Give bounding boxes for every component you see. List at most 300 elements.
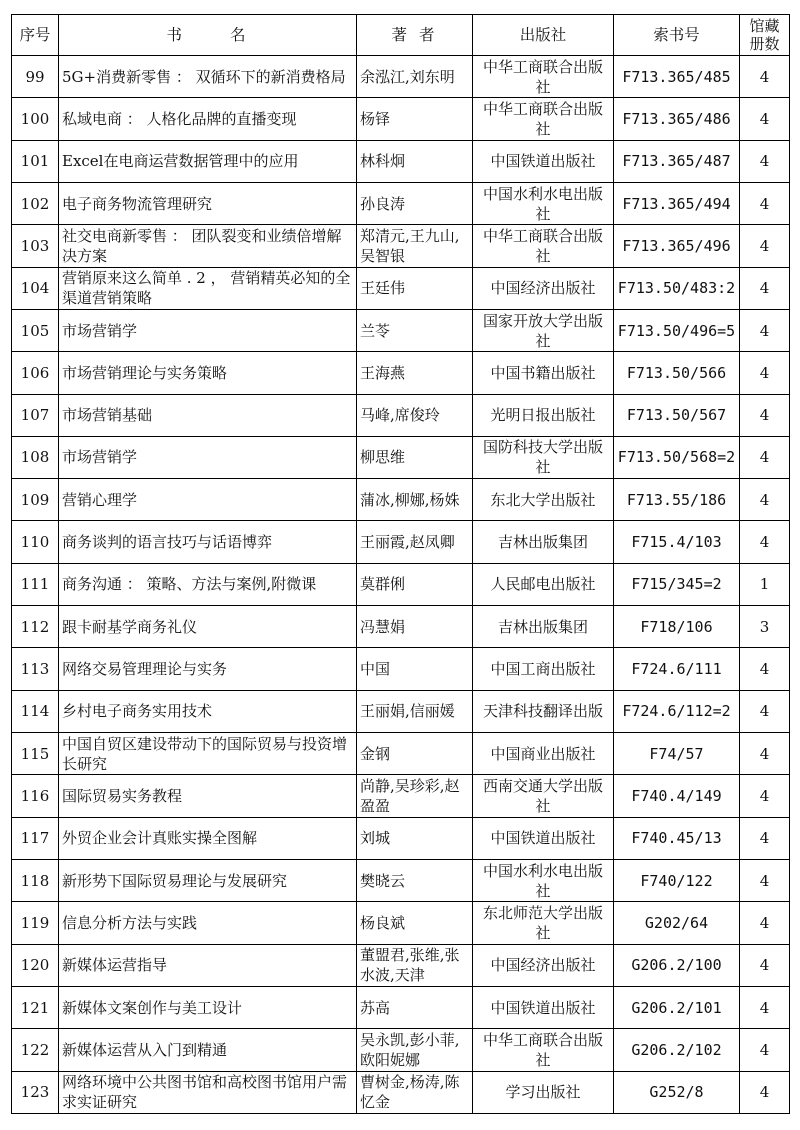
table-row [12, 1071, 790, 1114]
cell-publisher-text: 中国水利水电出版社 [482, 184, 603, 223]
cell-author [357, 1029, 473, 1071]
cell-publisher-text: 中国经济出版社 [490, 956, 596, 975]
cell-publisher-text: 中国铁道出版社 [490, 829, 596, 848]
cell-call-number-text: F713.365/486 [622, 109, 731, 128]
cell-call-number [614, 775, 740, 817]
cell-copies [740, 182, 790, 224]
cell-publisher [473, 521, 614, 563]
cell-copies-text: 3 [759, 617, 770, 636]
cell-title [59, 479, 357, 521]
cell-no [12, 479, 59, 521]
cell-author-text: 兰苓 [360, 321, 391, 340]
cell-copies-text: 4 [759, 956, 770, 975]
cell-author [357, 352, 473, 394]
cell-copies-text: 4 [759, 194, 770, 213]
cell-no-text: 102 [20, 194, 50, 213]
cell-title [59, 267, 357, 309]
cell-no-text: 106 [20, 363, 50, 382]
table-row [12, 690, 790, 732]
cell-no [12, 352, 59, 394]
cell-call-number [614, 436, 740, 478]
cell-author-text: 林科炯 [360, 152, 406, 171]
cell-title [59, 606, 357, 648]
table-body [12, 56, 790, 1114]
cell-title-text: 国际贸易实务教程 [62, 786, 183, 805]
cell-author-text: 王丽娟,信丽媛 [360, 702, 455, 721]
cell-author [357, 859, 473, 901]
cell-author [357, 648, 473, 690]
cell-author-text: 金钢 [360, 744, 391, 763]
cell-publisher-text: 西南交通大学出版社 [482, 776, 603, 815]
cell-title-text: 社交电商新零售 ： 团队裂变和业绩倍增解决方案 [62, 226, 342, 265]
table-row [12, 436, 790, 478]
table-row [12, 394, 790, 436]
table-row [12, 182, 790, 224]
cell-title-text: 商务沟通 ： 策略、方法与案例,附微课 [62, 575, 317, 594]
header-title: 书名 [59, 15, 357, 56]
cell-call-number-text: G206.2/100 [631, 956, 722, 975]
cell-copies [740, 140, 790, 182]
cell-publisher-text: 光明日报出版社 [490, 406, 596, 425]
cell-call-number-text: F740/122 [640, 871, 713, 890]
cell-publisher-text: 中国经济出版社 [490, 279, 596, 298]
cell-no-text: 116 [20, 786, 50, 805]
cell-call-number [614, 225, 740, 267]
cell-no [12, 986, 59, 1028]
cell-call-number-text: F718/106 [640, 617, 713, 636]
cell-title-text: 新形势下国际贸易理论与发展研究 [62, 871, 288, 890]
cell-title-text: 乡村电子商务实用技术 [62, 702, 213, 721]
cell-title [59, 859, 357, 901]
cell-publisher-text: 人民邮电出版社 [490, 575, 596, 594]
cell-author [357, 902, 473, 944]
cell-no [12, 1071, 59, 1114]
cell-title [59, 648, 357, 690]
cell-title-text: 中国自贸区建设带动下的国际贸易与投资增长研究 [62, 734, 348, 773]
cell-publisher-text: 学习出版社 [505, 1083, 581, 1102]
cell-call-number [614, 648, 740, 690]
cell-title [59, 817, 357, 859]
cell-publisher [473, 902, 614, 944]
cell-copies [740, 56, 790, 98]
cell-title [59, 140, 357, 182]
cell-copies-text: 4 [759, 998, 770, 1017]
cell-no-text: 118 [20, 871, 50, 890]
cell-author [357, 563, 473, 605]
cell-publisher-text: 中国铁道出版社 [490, 998, 596, 1017]
cell-copies [740, 986, 790, 1028]
cell-author [357, 817, 473, 859]
cell-author [357, 1071, 473, 1114]
cell-call-number-text: F713.50/566 [626, 363, 727, 382]
cell-author [357, 733, 473, 775]
cell-copies [740, 225, 790, 267]
cell-call-number-text: F713.365/487 [622, 152, 731, 171]
table-row [12, 859, 790, 901]
cell-no [12, 521, 59, 563]
cell-title-text: 信息分析方法与实践 [62, 913, 198, 932]
table-row [12, 309, 790, 351]
cell-title [59, 225, 357, 267]
cell-no-text: 117 [20, 829, 50, 848]
cell-author [357, 436, 473, 478]
cell-no [12, 606, 59, 648]
cell-no-text: 121 [20, 998, 50, 1017]
cell-title [59, 521, 357, 563]
cell-publisher [473, 690, 614, 732]
cell-call-number-text: G206.2/102 [631, 1040, 722, 1059]
cell-title-text: 新媒体运营从入门到精通 [62, 1040, 228, 1059]
cell-copies-text: 4 [759, 744, 770, 763]
cell-author-text: 尚静,吴珍彩,赵盈盈 [360, 776, 460, 815]
cell-no [12, 1029, 59, 1071]
cell-copies [740, 352, 790, 394]
cell-author-text: 苏高 [360, 998, 391, 1017]
cell-title [59, 944, 357, 986]
cell-author [357, 394, 473, 436]
document-page [11, 14, 789, 1114]
cell-publisher [473, 563, 614, 605]
cell-author [357, 267, 473, 309]
cell-call-number [614, 352, 740, 394]
cell-copies [740, 606, 790, 648]
cell-copies [740, 267, 790, 309]
cell-publisher-text: 中国工商出版社 [490, 660, 596, 679]
cell-copies [740, 309, 790, 351]
cell-publisher [473, 775, 614, 817]
cell-publisher [473, 267, 614, 309]
cell-call-number-text: F74/57 [649, 744, 704, 763]
cell-author-text: 樊晓云 [360, 871, 406, 890]
cell-copies-text: 4 [759, 448, 770, 467]
cell-publisher [473, 817, 614, 859]
cell-call-number [614, 563, 740, 605]
cell-call-number-text: G202/64 [644, 913, 709, 932]
cell-publisher-text: 国防科技大学出版社 [482, 438, 603, 477]
table-row [12, 267, 790, 309]
cell-copies [740, 394, 790, 436]
cell-publisher [473, 648, 614, 690]
cell-publisher [473, 98, 614, 140]
cell-call-number [614, 309, 740, 351]
cell-publisher-text: 吉林出版集团 [497, 533, 588, 552]
cell-title [59, 563, 357, 605]
cell-no [12, 944, 59, 986]
cell-no-text: 119 [20, 913, 50, 932]
cell-publisher-text: 中国水利水电出版社 [482, 861, 603, 900]
cell-copies [740, 859, 790, 901]
cell-copies [740, 817, 790, 859]
table-row [12, 140, 790, 182]
cell-author [357, 56, 473, 98]
table-row [12, 606, 790, 648]
table-row [12, 944, 790, 986]
cell-no-text: 105 [20, 321, 50, 340]
cell-title [59, 352, 357, 394]
table-row [12, 352, 790, 394]
table-row [12, 56, 790, 98]
cell-no [12, 436, 59, 478]
cell-call-number [614, 986, 740, 1028]
cell-title [59, 182, 357, 224]
cell-publisher-text: 中华工商联合出版社 [482, 1030, 603, 1069]
cell-copies [740, 902, 790, 944]
cell-no [12, 394, 59, 436]
cell-no-text: 99 [25, 67, 45, 86]
table-row [12, 563, 790, 605]
cell-copies-text: 4 [759, 321, 770, 340]
header-publisher: 出版社 [473, 15, 614, 56]
cell-title-text: 电子商务物流管理研究 [62, 194, 213, 213]
cell-call-number [614, 859, 740, 901]
cell-no-text: 109 [20, 490, 50, 509]
cell-title [59, 690, 357, 732]
cell-author-text: 董盟君,张维,张水波,天津 [360, 946, 460, 985]
cell-author [357, 944, 473, 986]
cell-title [59, 902, 357, 944]
cell-author [357, 182, 473, 224]
cell-publisher [473, 436, 614, 478]
cell-call-number [614, 56, 740, 98]
cell-no-text: 103 [20, 236, 50, 255]
cell-author [357, 986, 473, 1028]
cell-publisher-text: 东北师范大学出版社 [482, 903, 603, 942]
cell-author [357, 98, 473, 140]
cell-copies-text: 4 [759, 702, 770, 721]
header-row [12, 15, 790, 56]
cell-call-number [614, 606, 740, 648]
cell-no [12, 182, 59, 224]
cell-publisher-text: 国家开放大学出版社 [482, 311, 603, 350]
cell-title [59, 394, 357, 436]
cell-author-text: 柳思维 [360, 448, 406, 467]
cell-no [12, 817, 59, 859]
cell-title [59, 775, 357, 817]
cell-no [12, 267, 59, 309]
cell-call-number-text: F713.365/485 [622, 67, 731, 86]
cell-author-text: 蒲冰,柳娜,杨姝 [360, 490, 460, 509]
cell-title [59, 436, 357, 478]
table-row [12, 1029, 790, 1071]
cell-title-text: Excel在电商运营数据管理中的应用 [62, 152, 299, 171]
cell-author-text: 马峰,席俊玲 [360, 406, 440, 425]
cell-copies [740, 1029, 790, 1071]
cell-author-text: 郑清元,王九山,吴智银 [360, 226, 460, 265]
cell-copies-text: 4 [759, 913, 770, 932]
cell-title-text: 外贸企业会计真账实操全图解 [62, 829, 258, 848]
cell-call-number [614, 733, 740, 775]
cell-copies-text: 4 [759, 871, 770, 890]
cell-author-text: 王廷伟 [360, 279, 406, 298]
cell-title [59, 309, 357, 351]
table-row [12, 817, 790, 859]
cell-call-number-text: G206.2/101 [631, 998, 722, 1017]
table-row [12, 98, 790, 140]
cell-author [357, 479, 473, 521]
header-author: 著者 [357, 15, 473, 56]
cell-no [12, 902, 59, 944]
cell-publisher-text: 中国铁道出版社 [490, 152, 596, 171]
table-row [12, 986, 790, 1028]
cell-copies-text: 4 [759, 533, 770, 552]
cell-publisher [473, 182, 614, 224]
cell-call-number-text: F715.4/103 [631, 533, 722, 552]
cell-no [12, 648, 59, 690]
cell-call-number [614, 817, 740, 859]
cell-author [357, 225, 473, 267]
cell-no-text: 101 [20, 152, 50, 171]
table-row [12, 479, 790, 521]
cell-call-number-text: F740.45/13 [631, 829, 722, 848]
cell-call-number-text: F740.4/149 [631, 786, 722, 805]
cell-no-text: 115 [20, 744, 50, 763]
cell-copies [740, 944, 790, 986]
cell-no [12, 563, 59, 605]
cell-title-text: 市场营销学 [62, 321, 138, 340]
cell-copies [740, 690, 790, 732]
cell-title-text: 跟卡耐基学商务礼仪 [62, 617, 198, 636]
cell-no-text: 122 [20, 1040, 50, 1059]
cell-title [59, 1071, 357, 1114]
cell-author [357, 521, 473, 563]
cell-title-text: 网络交易管理理论与实务 [62, 660, 228, 679]
cell-publisher-text: 吉林出版集团 [497, 617, 588, 636]
cell-publisher [473, 733, 614, 775]
cell-publisher [473, 944, 614, 986]
cell-title [59, 986, 357, 1028]
table-row [12, 648, 790, 690]
cell-title-text: 营销原来这么简单 . 2 ， 营销精英必知的全渠道营销策略 [62, 269, 351, 308]
cell-publisher-text: 天津科技翻译出版 [482, 702, 603, 721]
cell-no-text: 100 [20, 109, 50, 128]
cell-no [12, 56, 59, 98]
cell-call-number-text: F713.365/494 [622, 194, 731, 213]
cell-no-text: 107 [20, 406, 50, 425]
cell-title-text: 新媒体文案创作与美工设计 [62, 998, 243, 1017]
cell-publisher [473, 986, 614, 1028]
cell-copies-text: 4 [759, 1083, 770, 1102]
cell-author-text: 王丽霞,赵凤卿 [360, 533, 455, 552]
cell-title-text: 网络环境中公共图书馆和高校图书馆用户需求实证研究 [62, 1073, 348, 1112]
cell-author-text: 王海燕 [360, 363, 406, 382]
header-call-number: 索书号 [614, 15, 740, 56]
cell-publisher [473, 1071, 614, 1114]
cell-no-text: 111 [20, 575, 50, 594]
cell-publisher [473, 225, 614, 267]
cell-author-text: 冯慧娟 [360, 617, 406, 636]
cell-publisher [473, 140, 614, 182]
cell-title-text: 商务谈判的语言技巧与话语博弈 [62, 533, 273, 552]
cell-call-number [614, 944, 740, 986]
cell-publisher-text: 中国商业出版社 [490, 744, 596, 763]
cell-publisher-text: 中国书籍出版社 [490, 363, 596, 382]
cell-title-text: 5G+消费新零售 ： 双循环下的新消费格局 [62, 67, 346, 86]
cell-copies [740, 648, 790, 690]
cell-title-text: 私域电商 ： 人格化品牌的直播变现 [62, 109, 297, 128]
cell-no [12, 140, 59, 182]
cell-title-text: 市场营销学 [62, 448, 138, 467]
cell-title [59, 1029, 357, 1071]
cell-no-text: 104 [20, 279, 50, 298]
cell-copies-text: 4 [759, 406, 770, 425]
cell-author-text: 吴永凯,彭小菲,欧阳妮娜 [360, 1030, 460, 1069]
cell-author [357, 775, 473, 817]
cell-publisher [473, 479, 614, 521]
cell-no-text: 108 [20, 448, 50, 467]
cell-copies-text: 4 [759, 152, 770, 171]
cell-author-text: 刘城 [360, 829, 391, 848]
table-row [12, 733, 790, 775]
cell-call-number [614, 479, 740, 521]
cell-call-number [614, 140, 740, 182]
cell-copies [740, 521, 790, 563]
cell-no [12, 98, 59, 140]
cell-publisher [473, 309, 614, 351]
cell-call-number-text: F713.365/496 [622, 236, 731, 255]
cell-copies-text: 4 [759, 660, 770, 679]
cell-call-number [614, 267, 740, 309]
cell-author-text: 杨铎 [360, 109, 391, 128]
cell-call-number [614, 182, 740, 224]
cell-publisher [473, 606, 614, 648]
cell-author-text: 中国 [360, 660, 391, 679]
cell-author [357, 140, 473, 182]
cell-copies-text: 4 [759, 1040, 770, 1059]
cell-title-text: 市场营销基础 [62, 406, 153, 425]
book-catalog-table [11, 14, 790, 1114]
cell-no [12, 733, 59, 775]
table-row [12, 902, 790, 944]
cell-no-text: 120 [20, 956, 50, 975]
cell-title-text: 营销心理学 [62, 490, 138, 509]
table-row [12, 225, 790, 267]
cell-title-text: 新媒体运营指导 [62, 956, 168, 975]
cell-call-number-text: F724.6/111 [631, 660, 722, 679]
cell-copies [740, 775, 790, 817]
cell-copies [740, 733, 790, 775]
cell-copies [740, 98, 790, 140]
cell-title [59, 56, 357, 98]
cell-title [59, 733, 357, 775]
cell-copies-text: 4 [759, 279, 770, 298]
cell-copies [740, 436, 790, 478]
cell-title [59, 98, 357, 140]
cell-author [357, 606, 473, 648]
cell-author-text: 曹树金,杨涛,陈忆金 [360, 1073, 460, 1112]
cell-publisher [473, 859, 614, 901]
cell-copies-text: 4 [759, 786, 770, 805]
cell-copies-text: 4 [759, 490, 770, 509]
cell-no [12, 859, 59, 901]
cell-no-text: 123 [20, 1083, 50, 1102]
cell-copies-text: 4 [759, 363, 770, 382]
cell-no-text: 114 [20, 702, 50, 721]
cell-call-number [614, 394, 740, 436]
cell-call-number [614, 1071, 740, 1114]
cell-copies [740, 1071, 790, 1114]
cell-copies-text: 4 [759, 829, 770, 848]
cell-author-text: 杨良斌 [360, 913, 406, 932]
cell-copies-text: 1 [759, 575, 770, 594]
cell-copies [740, 563, 790, 605]
cell-copies-text: 4 [759, 236, 770, 255]
cell-call-number-text: F713.50/568=2 [617, 448, 736, 467]
cell-call-number [614, 98, 740, 140]
cell-no-text: 110 [20, 533, 50, 552]
cell-call-number-text: F715/345=2 [631, 575, 722, 594]
cell-call-number [614, 690, 740, 732]
cell-call-number-text: F724.6/112=2 [622, 702, 731, 721]
